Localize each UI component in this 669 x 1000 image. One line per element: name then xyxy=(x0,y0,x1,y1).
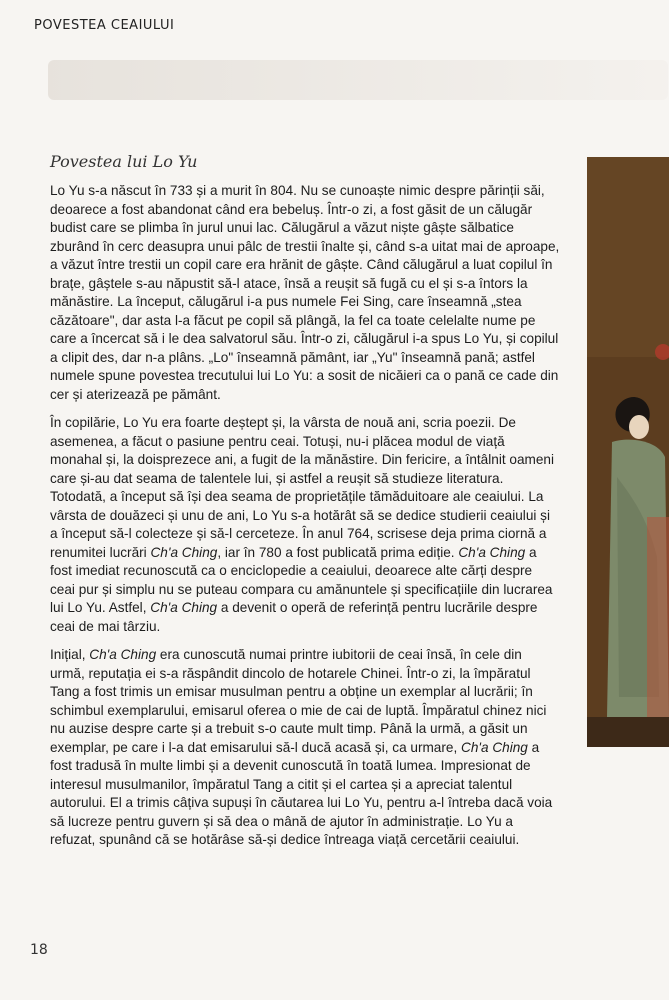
book-title-italic: Ch'a Ching xyxy=(150,544,218,560)
paragraph-text: , iar în 780 a fost publicată prima ediție. xyxy=(217,544,459,560)
book-title-italic: Ch'a Ching xyxy=(150,600,218,615)
article-body xyxy=(50,182,560,860)
paragraph-text: Inițial, xyxy=(50,647,90,662)
paragraph xyxy=(50,414,560,636)
page-header: POVESTEA CEAIULUI xyxy=(34,18,175,33)
book-title-italic: Ch'a Ching xyxy=(461,739,528,755)
paragraph-text: a fost imediat recunoscută ca o enciclopedie a ceaiului, deoarece alte cărți despre ceai pur și simplu nu se puteau compara cu amănuntele și specificațiile din lucrarea lui Lo Yu. Astfel, xyxy=(50,544,553,615)
paragraph-text: Lo Yu s-a născut în 733 și a murit în 804. Nu se cunoaște nimic despre părinții săi, deoarece a fost abandonat când era bebeluș. Într-o zi, a fost găsit de un călugăr budist care se plimba în jurul unui lac. Călugărul a văzut niște gâște sălbatice zburând în cerc deasupra unui pâlc de trestii înalte și, când s-a uitat mai de aproape, a văzut între trestii un copil care era hrănit de gâște. Când călugărul a luat copilul în brațe, gâștele s-au năpustit să-l atace, însă a reușit să fugă cu el și s-a întors la mănăstire. La început, călugărul i-a pus numele Fei Sing, care înseamnă „stea căzătoare", dar asta l-a făcut pe copil să plângă, la fel ca toate celelalte nume pe care a încercat să i le dea salvatorul său. Într-o zi, călugărul i-a spus Lo Yu, și copilul a clipit des, dar n-a plâns. „Lo" înseamnă pământ, iar „Yu" înseamnă pană; astfel numele spune povestea trecutului lui Lo Yu: a sosit de nicăieri ca o pană ce cade din cer și aterizează pe pământ. xyxy=(50,183,560,402)
faded-heading-background xyxy=(48,60,668,100)
book-title-italic: Ch'a Ching xyxy=(89,647,157,662)
paragraph xyxy=(50,646,560,850)
page-number: 18 xyxy=(30,942,48,958)
painting-illustration xyxy=(587,157,669,747)
paragraph xyxy=(50,182,560,404)
paragraph-text: În copilărie, Lo Yu era foarte deștept și, la vârsta de nouă ani, scria poezii. De asemenea, a făcut o pasiune pentru ceai. Totuși, nu-i plăcea modul de viață monahal și, la doisprezece ani, a fugit de la mănăstire. Din fericire, a întâlnit oameni care și-au dat seama de talentele lui, și astfel a reușit să studieze literatura. Totodată, a început să își dea seama de proprietățile tămăduitoare ale ceaiului. La vârsta de douăzeci și unu de ani, Lo Yu s-a hotărât să se dedice studierii ceaiului și a început să-l colecteze și să-l cerceteze. În anul 764, scrisese deja prima ciornă a renumitei lucrări xyxy=(50,415,554,560)
section-title: Povestea lui Lo Yu xyxy=(50,152,198,171)
book-title-italic: Ch'a Ching xyxy=(458,544,526,560)
paragraph-text: era cunoscută numai printre iubitorii de ceai însă, în cele din urmă, reputația ei s-a răspândit dincolo de hotarele Chinei. Într-o zi, la împăratul Tang a fost trimis un emisar musulman pentru a obține un exemplar al lucrării; în schimbul exemplarului, emisarul oferea o mie de cai de luptă. Împăratul chinez nici nu auzise despre carte și a trebuit s-o caute mult timp. Până la urmă, a găsit un exemplar, pe care i l-a dat emisarului să-l ducă acasă și, ca urmare, xyxy=(50,647,547,755)
paragraph-text: a fost tradusă în multe limbi și a devenit cunoscută în toată lumea. Impresionat de interesul musulmanilor, împăratul Tang a citit și el cartea și a apreciat talentul autorului. El a trimis câțiva supuși în căutarea lui Lo Yu, pentru a-l întreba dacă voia să lucreze pentru guvern și să dea o mână de ajutor în administrație. Lo Yu a refuzat, spunând că se hotărâse să-și dedice întreaga viață cercetării ceaiului. xyxy=(50,739,553,847)
paragraph-text: a devenit o operă de referință pentru lucrările despre ceai de mai târziu. xyxy=(50,600,538,634)
